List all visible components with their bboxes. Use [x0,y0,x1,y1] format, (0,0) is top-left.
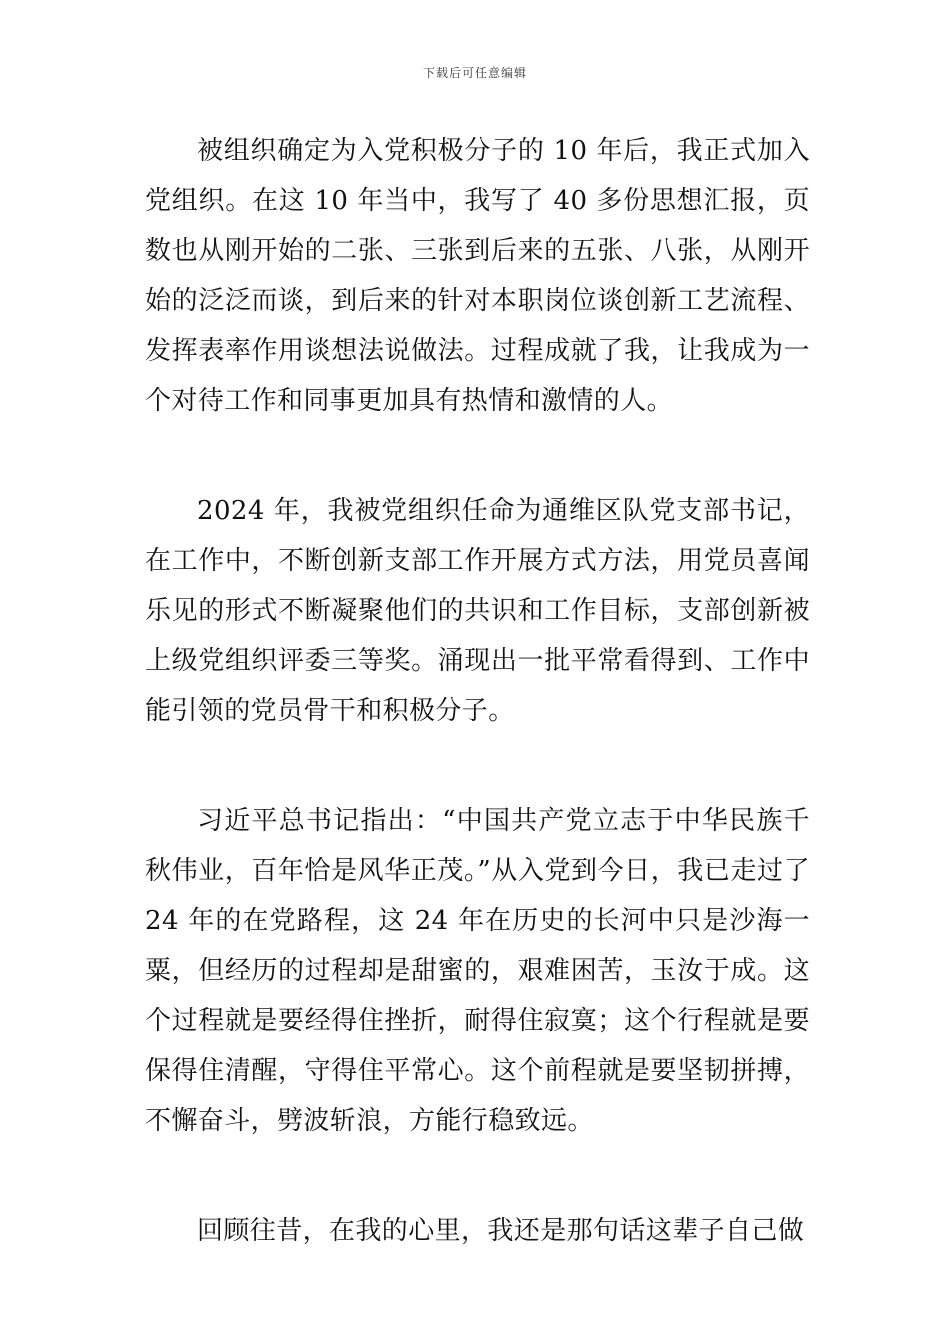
paragraph-gap [145,1146,810,1206]
paragraph-gap [145,426,810,486]
paragraph-4: 回顾往昔，在我的心里，我还是那句话这辈子自己做 [197,1216,805,1246]
header-note: 下载后可任意编辑 [422,66,527,80]
document-body [145,126,810,1256]
paragraph-3: 习近平总书记指出：“中国共产党立志于中华民族千秋伟业，百年恰是风华正茂。”从入党到今日，我已走过了 24 年的在党路程，这 24 年在历史的长河中只是沙海一粟，但经历的过程却是甜蜜的，艰难困苦，玉汝于成。这个过程就是要经得住挫折，耐得住寂寞；这个行程就是要保得住清醒，守得住平常心。这个前程就是要坚韧拼搏，不懈奋斗，劈波斩浪，方能行稳致远。 [145,806,810,1136]
paragraph-2: 2024 年，我被党组织任命为通维区队党支部书记，在工作中，不断创新支部工作开展方式方法，用党员喜闻乐见的形式不断凝聚他们的共识和工作目标，支部创新被上级党组织评委三等奖。涌现出一批平常看得到、工作中能引领的党员骨干和积极分子。 [145,496,810,726]
paragraph-1: 被组织确定为入党积极分子的 10 年后，我正式加入党组织。在这 10 年当中，我写了 40 多份思想汇报，页数也从刚开始的二张、三张到后来的五张、八张，从刚开始的泛泛而谈，到后来的针对本职岗位谈创新工艺流程、发挥表率作用谈想法说做法。过程成就了我，让我成为一个对待工作和同事更加具有热情和激情的人。 [145,136,810,416]
paragraph-gap [145,736,810,796]
